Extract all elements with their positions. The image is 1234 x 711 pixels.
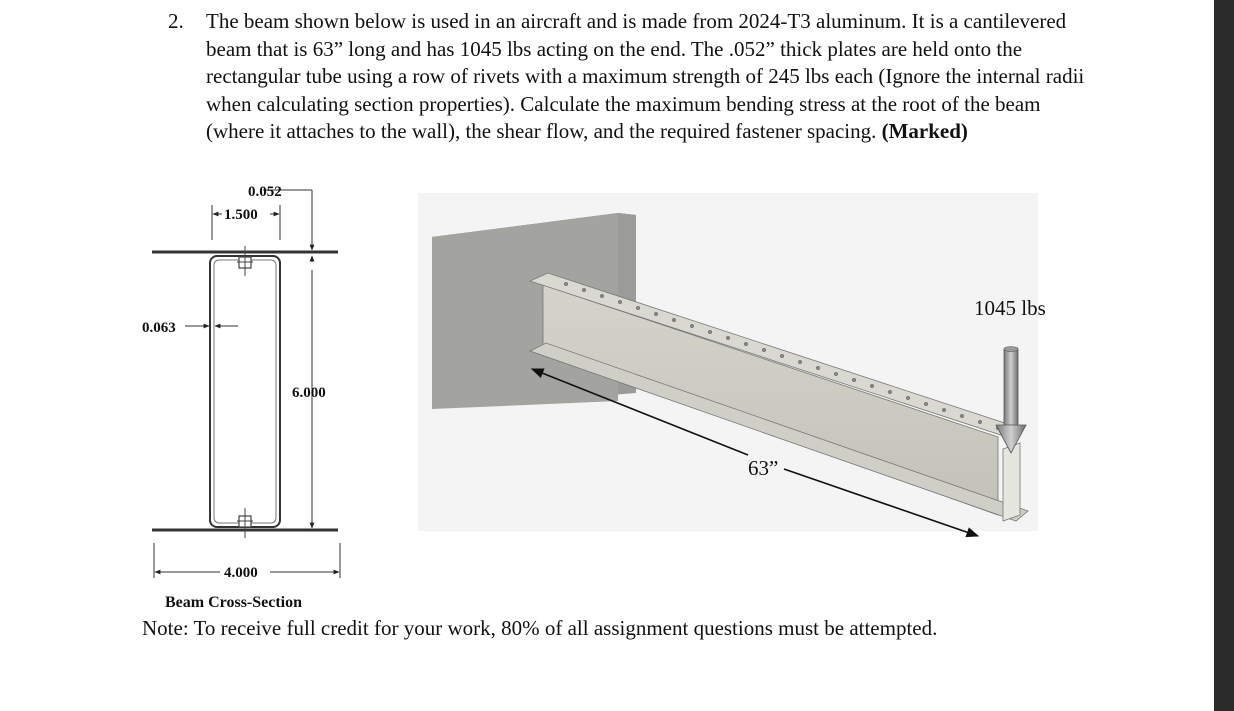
load-label: 1045 lbs (974, 296, 1046, 320)
bottom-rivet-icon (237, 508, 253, 538)
dim-height: 6.000 (292, 385, 326, 401)
scrollbar[interactable] (1214, 0, 1234, 711)
question-text (206, 8, 1096, 146)
length-label: 63” (748, 456, 779, 480)
dim-wall-thickness: 0.063 (142, 320, 176, 336)
marked-label: (Marked) (881, 119, 968, 144)
rectangular-tube (210, 256, 280, 527)
beam-figure (418, 193, 1046, 538)
tube-inner (214, 260, 276, 523)
question-number: 2. (168, 9, 184, 33)
cross-section-drawing (130, 178, 370, 594)
question-body: The beam shown below is used in an aircraft and is made from 2024-T3 aluminum. It is a cantilevered beam that is 63” long and has 1045 lbs acting on the end. The .052” thick plates are held onto the rectangular tube using a row of rivets with a maximum strength of 245 lbs each (Ignore the internal radii when calculating section properties). Calculate the maximum bending stress at the root of the beam (where it attaches to the wall), the shear flow, and the required fastener spacing. (206, 9, 1085, 144)
note-text: Note: To receive full credit for your work, 80% of all assignment questions must be attempted. (142, 616, 938, 640)
dim-tube-width: 1.500 (224, 207, 258, 223)
cross-section-caption: Beam Cross-Section (165, 594, 303, 611)
beam-end-face (1003, 443, 1020, 521)
dim-plate-width: 4.000 (224, 565, 258, 581)
dim-plate-thickness: 0.052 (248, 184, 282, 200)
